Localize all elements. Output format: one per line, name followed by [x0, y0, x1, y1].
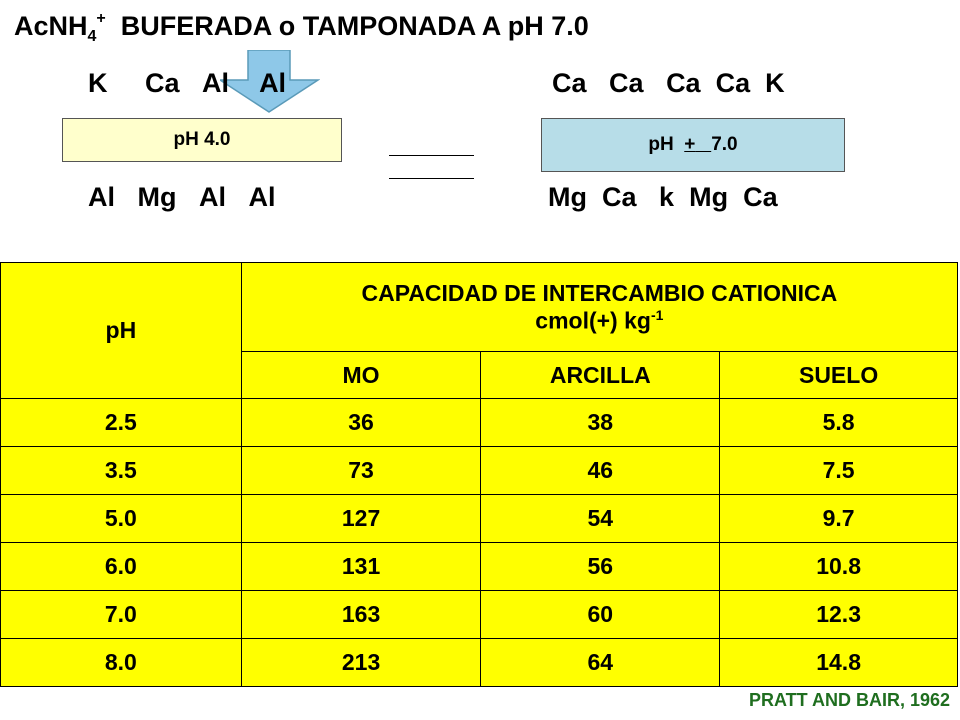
cell-mo: 127 — [241, 495, 481, 543]
cell-suelo: 7.5 — [720, 447, 958, 495]
cell-arcilla: 54 — [481, 495, 720, 543]
subheader-suelo: SUELO — [720, 352, 958, 399]
header-cec-unit: cmol(+) $kg^{-1}$ — [535, 306, 664, 334]
cell-arcilla: 64 — [481, 639, 720, 687]
bottom-right-ions — [548, 182, 778, 213]
ph-box-neutral-value: 7.0 — [711, 134, 738, 155]
cell-ph: 5.0 — [1, 495, 242, 543]
table-row — [1, 639, 958, 687]
header-cec — [241, 263, 957, 352]
title-superscript: + — [96, 10, 106, 27]
ion: Al — [88, 182, 115, 212]
table-row — [1, 447, 958, 495]
cell-arcilla: 46 — [481, 447, 720, 495]
cell-suelo: 14.8 — [720, 639, 958, 687]
ph-box-neutral-prefix: pH — [648, 134, 674, 155]
title-rest: BUFERADA o TAMPONADA A pH 7.0 — [120, 11, 589, 41]
cell-ph: 8.0 — [1, 639, 242, 687]
ph-box-acid-label: pH 4.0 — [173, 129, 231, 150]
cell-suelo: 9.7 — [720, 495, 958, 543]
subheader-arcilla: ARCILLA — [481, 352, 720, 399]
ion: Al — [259, 68, 287, 98]
cell-ph: 7.0 — [1, 591, 242, 639]
top-left-ions — [88, 68, 286, 99]
cell-ph: 3.5 — [1, 447, 242, 495]
ion: K — [88, 68, 108, 98]
cell-ph: 2.5 — [1, 399, 242, 447]
ion: K — [765, 68, 785, 98]
ion: Mg — [548, 182, 587, 212]
ion: Ca — [743, 182, 778, 212]
ion: Mg — [689, 182, 729, 212]
cell-arcilla: 60 — [481, 591, 720, 639]
cell-mo: 213 — [241, 639, 481, 687]
cell-mo: 36 — [241, 399, 481, 447]
cell-suelo: 5.8 — [720, 399, 958, 447]
ion: Al — [202, 68, 230, 98]
bottom-left-ions — [88, 182, 276, 213]
header-ph: pH — [1, 263, 242, 399]
divider-line — [389, 155, 474, 156]
ph-box-acid — [62, 118, 342, 162]
title-subscript: 4 — [87, 28, 97, 45]
header-cec-title: CAPACIDAD DE INTERCAMBIO CATIONICA — [361, 279, 838, 306]
ion: Al — [199, 182, 227, 212]
title-prefix: AcNH — [14, 11, 88, 41]
top-right-ions — [552, 68, 785, 99]
table-row — [1, 591, 958, 639]
cell-suelo: 10.8 — [720, 543, 958, 591]
divider-line — [389, 178, 474, 179]
table-row — [1, 399, 958, 447]
ion: Ca — [602, 182, 637, 212]
cell-arcilla: 56 — [481, 543, 720, 591]
cell-suelo: 12.3 — [720, 591, 958, 639]
cell-ph: 6.0 — [1, 543, 242, 591]
page-title — [14, 10, 589, 46]
ion: Ca — [552, 68, 587, 98]
ion: Ca — [145, 68, 180, 98]
ion: k — [659, 182, 675, 212]
ion: Ca — [609, 68, 644, 98]
table-row — [1, 495, 958, 543]
cell-mo: 73 — [241, 447, 481, 495]
cell-mo: 131 — [241, 543, 481, 591]
ion: Ca — [715, 68, 751, 98]
source-citation: PRATT AND BAIR, 1962 — [748, 690, 950, 710]
ph-box-neutral-plus: + — [684, 134, 696, 155]
cell-arcilla: 38 — [481, 399, 720, 447]
ion: Ca — [666, 68, 701, 98]
table-row — [1, 543, 958, 591]
ion: Al — [248, 182, 276, 212]
cell-mo: 163 — [241, 591, 481, 639]
ph-box-neutral — [541, 118, 845, 172]
subheader-mo: MO — [241, 352, 481, 399]
cec-table — [0, 262, 958, 687]
ion: Mg — [137, 182, 177, 212]
